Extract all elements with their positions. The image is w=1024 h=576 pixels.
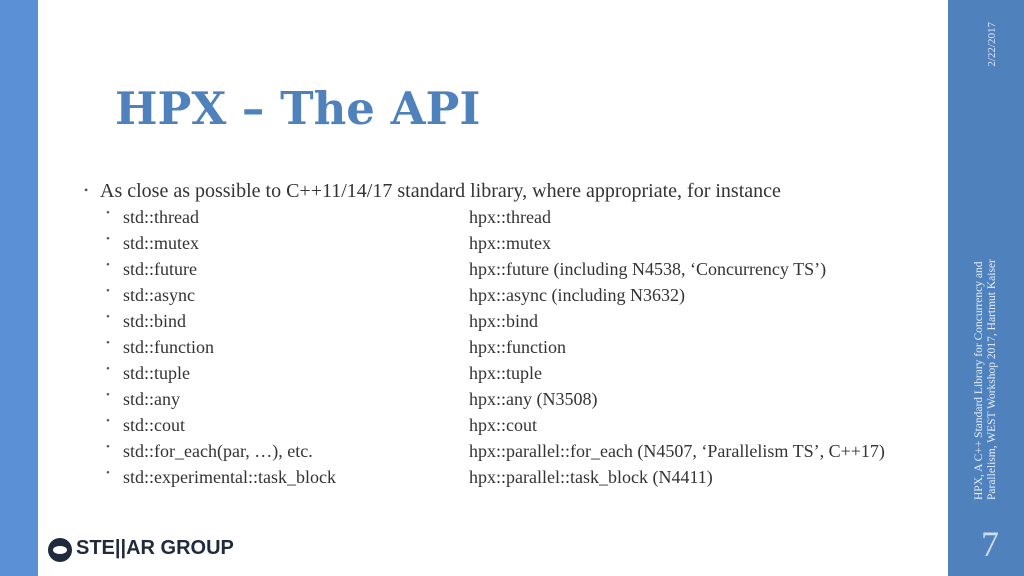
std-api-name: std::any <box>123 389 180 409</box>
std-api-name: std::future <box>123 259 197 279</box>
list-item <box>104 257 944 283</box>
list-item <box>104 387 944 413</box>
hpx-api-name: hpx::tuple <box>469 363 542 383</box>
stellar-group-logo <box>48 536 248 564</box>
hpx-api-name: hpx::async (including N3632) <box>469 285 685 305</box>
list-item <box>104 465 944 491</box>
hpx-api-name: hpx::function <box>469 337 566 357</box>
intro-text: As close as possible to C++11/14/17 standard library, where appropriate, for instance <box>100 180 781 202</box>
std-api-name: std::experimental::task_block <box>123 467 336 487</box>
hpx-api-name: hpx::parallel::task_block (N4411) <box>469 467 713 487</box>
bullet-dot-icon: • <box>106 337 110 349</box>
std-api-name: std::tuple <box>123 363 190 383</box>
std-api-name: std::function <box>123 337 214 357</box>
bullet-dot-icon: • <box>106 285 110 297</box>
hpx-api-name: hpx::thread <box>469 207 551 227</box>
bullet-dot-icon: • <box>106 311 110 323</box>
std-api-name: std::thread <box>123 207 199 227</box>
list-item <box>104 439 944 465</box>
list-item <box>104 283 944 309</box>
list-item <box>104 309 944 335</box>
api-mapping-list <box>104 205 944 491</box>
slide-date: 2/22/2017 <box>986 22 998 67</box>
list-item <box>104 413 944 439</box>
bullet-dot-icon: • <box>106 415 110 427</box>
stellar-logo-mark-icon <box>48 538 72 562</box>
std-api-name: std::mutex <box>123 233 199 253</box>
std-api-name: std::for_each(par, …), etc. <box>123 441 313 461</box>
hpx-api-name: hpx::cout <box>469 415 537 435</box>
bullet-dot-icon: • <box>106 389 110 401</box>
left-accent-bar <box>0 0 38 576</box>
bullet-dot-icon: • <box>106 233 110 245</box>
bullet-dot-icon: • <box>106 207 110 219</box>
hpx-api-name: hpx::future (including N4538, ‘Concurrency TS’) <box>469 259 827 279</box>
list-item <box>104 231 944 257</box>
std-api-name: std::async <box>123 285 195 305</box>
bullet-dot-icon: • <box>106 363 110 375</box>
bullet-dot-icon: • <box>106 467 110 479</box>
std-api-name: std::bind <box>123 311 187 331</box>
bullet-dot-icon: • <box>106 441 110 453</box>
list-item <box>104 335 944 361</box>
hpx-api-name: hpx::mutex <box>469 233 551 253</box>
slide-title: HPX – The API <box>115 82 481 135</box>
list-item <box>104 361 944 387</box>
logo-wordmark: STE||AR GROUP <box>76 537 234 559</box>
hpx-api-name: hpx::any (N3508) <box>469 389 598 409</box>
hpx-api-name: hpx::parallel::for_each (N4507, ‘Parallelism TS’, C++17) <box>469 441 885 461</box>
bullet-dot-icon: • <box>106 259 110 271</box>
page-number: 7 <box>981 524 999 564</box>
bullet-dot-icon: • <box>84 183 89 197</box>
hpx-api-name: hpx::bind <box>469 311 539 331</box>
std-api-name: std::cout <box>123 415 185 435</box>
list-item <box>104 205 944 231</box>
slide-footer: HPX, A C++ Standard Library for Concurrency and Parallelism, WEST Workshop 2017, Hartmut Kaiser <box>973 259 998 500</box>
